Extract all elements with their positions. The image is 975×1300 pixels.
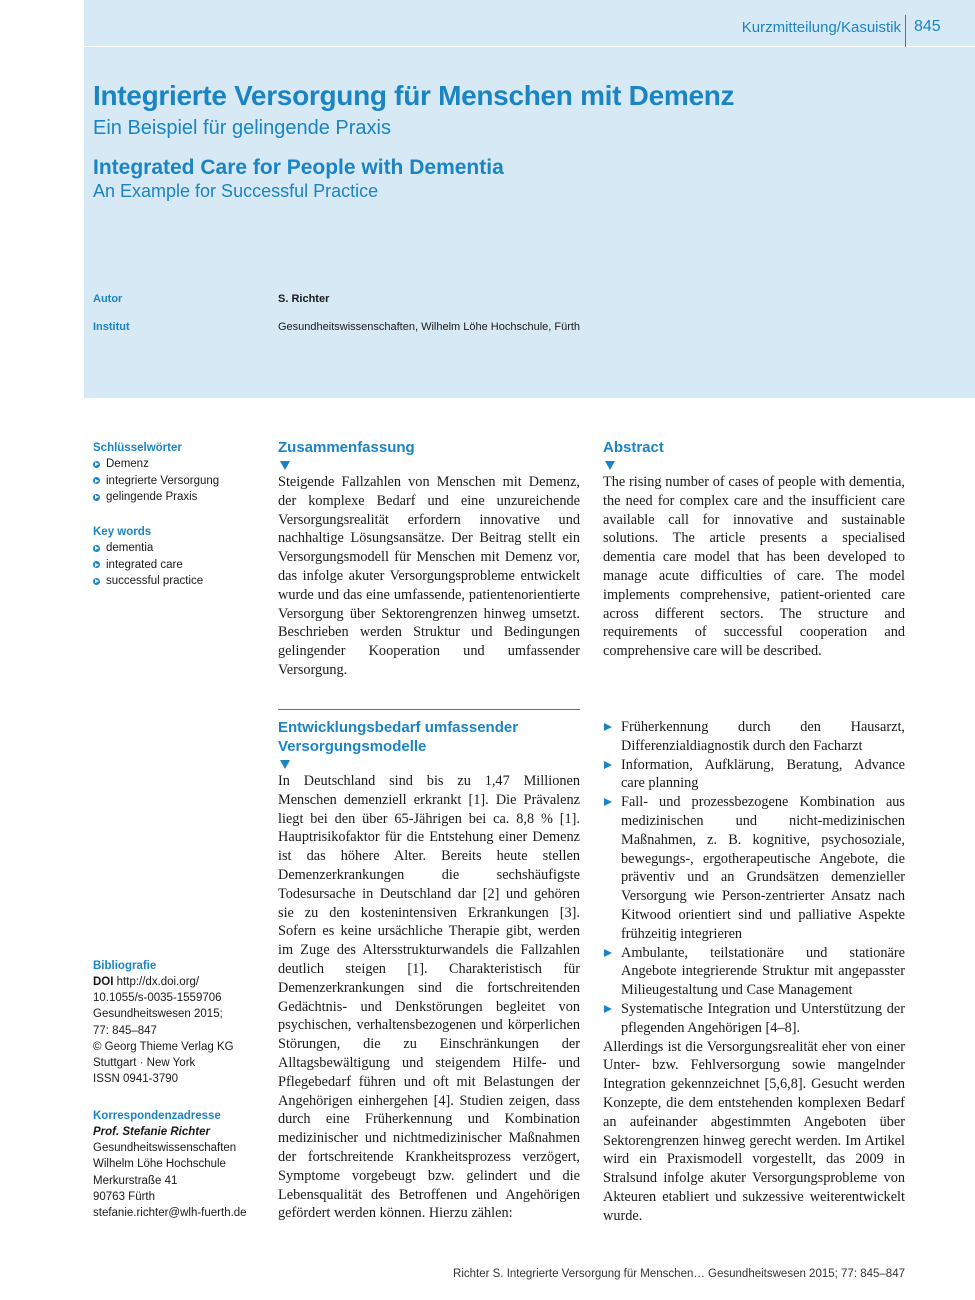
zusammenfassung-heading: Zusammenfassung bbox=[278, 439, 415, 456]
keyword-item: integrated care bbox=[93, 557, 263, 574]
correspondence-name: Prof. Stefanie Richter bbox=[93, 1126, 210, 1138]
zusammenfassung-section bbox=[278, 438, 580, 680]
keyword-item: successful practice bbox=[93, 573, 263, 590]
list-item: Information, Aufklärung, Beratung, Advance care planning bbox=[603, 756, 905, 794]
abstract-text: The rising number of cases of people with dementia, the need for complex care and the insufficient care available call for innovative and sustainable solutions. The article presents a specialised dementia care model that has been developed to manage acute difficulties of care. The model implements comprehensive, patient-oriented care across different sectors. The structure and requirements of successful cooperation and comprehensive care will be described. bbox=[603, 474, 905, 660]
section-heading: Entwicklungsbedarf umfassender Versorgungsmodelle bbox=[278, 719, 519, 755]
keyword-item: Demenz bbox=[93, 456, 263, 473]
bibliography bbox=[93, 960, 268, 1087]
author-name: S. Richter bbox=[278, 293, 330, 305]
institute-name: Gesundheitswissenschaften, Wilhelm Löhe Hochschule, Fürth bbox=[278, 321, 581, 333]
section-label: Kurzmitteilung/Kasuistik bbox=[741, 19, 901, 36]
bibliography-heading: Bibliografie bbox=[93, 960, 157, 972]
author-label: Autor bbox=[93, 293, 123, 305]
section-divider bbox=[278, 709, 580, 710]
bibliography-line: ISSN 0941-3790 bbox=[93, 1073, 179, 1086]
section-body: In Deutschland sind bis zu 1,47 Millionen Menschen demenziell erkrankt [1]. Die Prävalenz liegt bei den über 65-Jährigen bei ca. 8,8 % [1]. Hauptrisikofaktor für die Entstehung einer Demenz ist das höhere Alter. Bereits heute stellen Demenzerkrankungen die sechshäufigste Todesursache in Deutschland dar [2] und gehören sie zu den kostenintensiven Erkrankungen [3]. Sofern es keine ursächliche Therapie gibt, werden im Zuge des Altersstrukturwandels die Fallzahlen deutlich steigen [1]. Charakteristisch für Demenzerkrankungen sind die fortschreitenden Gedächtnis- und Denkstörungen begleitet von psychischen, verhaltensbezogenen und körperlichen Störungen, die zu Einschränkungen der Alltagsbewältigung und steigendem Hilfe- und Pflegebedarf führen und oft mit Belastungen der Angehörigen einhergehen [4]. Studien zeigen, dass durch eine Früherkennung und Kombination medizinischer und nichtmedizinischer Maßnahmen der fortschreitende Krankheitsprozess verzögert, Symptome vorgebeugt bzw. gelindert und die Lebensqualität des Betroffenen und Angehörigen gefördert werden können. Hierzu zählen: bbox=[278, 773, 580, 1222]
doi-line: DOI http://dx.doi.org/ bbox=[93, 976, 200, 988]
triangle-bullet-icon bbox=[604, 1005, 612, 1013]
measures-list bbox=[603, 718, 905, 1038]
keyword-item: gelingende Praxis bbox=[93, 489, 263, 506]
triangle-bullet-icon bbox=[604, 723, 612, 731]
bullet-icon bbox=[93, 461, 100, 468]
bibliography-line: Gesundheitswesen 2015; bbox=[93, 1008, 223, 1021]
correspondence-heading: Korrespondenzadresse bbox=[93, 1110, 221, 1122]
keywords-en bbox=[93, 526, 263, 590]
correspondence-email[interactable]: stefanie.richter@wlh-fuerth.de bbox=[93, 1207, 247, 1220]
triangle-bullet-icon bbox=[604, 798, 612, 806]
list-item: Ambulante, teilstationäre und stationäre Angebote integrierende Struktur mit angepasster Milieugestaltung und Case Management bbox=[603, 944, 905, 1000]
triangle-bullet-icon bbox=[604, 761, 612, 769]
bibliography-line: 10.1055/s-0035-1559706 bbox=[93, 992, 222, 1005]
section-entwicklung bbox=[278, 718, 580, 1223]
bullet-icon bbox=[93, 477, 100, 484]
keyword-item: integrierte Versorgung bbox=[93, 473, 263, 490]
correspondence bbox=[93, 1110, 273, 1221]
correspondence-line: Gesundheitswissenschaften bbox=[93, 1142, 237, 1155]
closing-paragraph: Allerdings ist die Versorgungsrealität eher von einer Unter- bzw. Fehlversorgung sowie mangelnder Integration gekennzeichnet [5,6,8]. Gesucht werden Konzepte, die dem entstehenden komplexen Bedarf an aufeinander abgestimmten Angeboten über Sektorengrenzen hinweg gerecht werden. Im Artikel wird ein Praxismodell vorgestellt, das 2009 in Stralsund infolge akuter Versorgungsprobleme von Akteuren etabliert und sukzessive weiterentwickelt wurde. bbox=[603, 1038, 905, 1224]
triangle-bullet-icon bbox=[604, 949, 612, 957]
bullet-icon bbox=[93, 545, 100, 552]
header-divider bbox=[84, 46, 975, 47]
bullet-icon bbox=[93, 561, 100, 568]
keyword-item: dementia bbox=[93, 540, 263, 557]
right-column bbox=[603, 718, 905, 1226]
page-number: 845 bbox=[914, 18, 941, 35]
abstract-heading: Abstract bbox=[603, 439, 664, 456]
bibliography-line: 77: 845–847 bbox=[93, 1024, 157, 1037]
page-footer: Richter S. Integrierte Versorgung für Menschen… Gesundheitswesen 2015; 77: 845–847 bbox=[453, 1268, 905, 1280]
bibliography-line: © Georg Thieme Verlag KG bbox=[93, 1040, 234, 1053]
page-number-divider bbox=[905, 15, 906, 47]
list-item: Systematische Integration und Unterstützung der pflegenden Angehörigen [4–8]. bbox=[603, 1000, 905, 1038]
down-arrow-icon bbox=[280, 760, 290, 769]
institute-label: Institut bbox=[93, 321, 130, 333]
down-arrow-icon bbox=[280, 461, 290, 470]
bullet-icon bbox=[93, 578, 100, 585]
correspondence-line: Wilhelm Löhe Hochschule bbox=[93, 1158, 226, 1171]
correspondence-line: 90763 Fürth bbox=[93, 1190, 156, 1203]
subtitle-en: An Example for Successful Practice bbox=[93, 181, 379, 201]
keywords-de bbox=[93, 442, 263, 506]
bibliography-line: Stuttgart · New York bbox=[93, 1057, 196, 1070]
doi-link[interactable]: http://dx.doi.org/ bbox=[116, 976, 200, 988]
zusammenfassung-text: Steigende Fallzahlen von Menschen mit Demenz, der komplexe Bedarf und eine unzureichende Versorgungsrealität erfordern innovative und nachhaltige Lösungsansätze. Der Beitrag stellt ein Versorgungsmodell für Menschen mit Demenz vor, das infolge akuter Versorgungsprobleme entwickelt wurde und das eine umfassende, patientenorientierte Versorgung über Sektorengrenzen hinweg umsetzt. Beschrieben werden Struktur und Bedingungen gelingender Kooperation und umfassender Versorgung. bbox=[278, 474, 580, 678]
abstract-section bbox=[603, 438, 905, 661]
keywords-de-heading: Schlüsselwörter bbox=[93, 442, 182, 454]
bullet-icon bbox=[93, 494, 100, 501]
keywords-en-heading: Key words bbox=[93, 526, 152, 538]
title-de: Integrierte Versorgung für Menschen mit Demenz bbox=[93, 80, 735, 111]
down-arrow-icon bbox=[605, 461, 615, 470]
subtitle-de: Ein Beispiel für gelingende Praxis bbox=[93, 117, 391, 139]
title-en: Integrated Care for People with Dementia bbox=[93, 156, 504, 179]
list-item: Früherkennung durch den Hausarzt, Differenzialdiagnostik durch den Facharzt bbox=[603, 718, 905, 756]
correspondence-line: Merkurstraße 41 bbox=[93, 1174, 178, 1187]
list-item: Fall- und prozessbezogene Kombination aus medizinischen und nicht-medizinischen Maßnahmen, z. B. kognitive, psychosoziale, bewegungs-, ergotherapeutische Angebote, die präventiv und an Grundsätzen demenzieller Versorgung wie Person-zentrierter Ansatz nach Kitwood orientiert sind und palliative Aspekte frühzeitig integrieren bbox=[603, 793, 905, 943]
